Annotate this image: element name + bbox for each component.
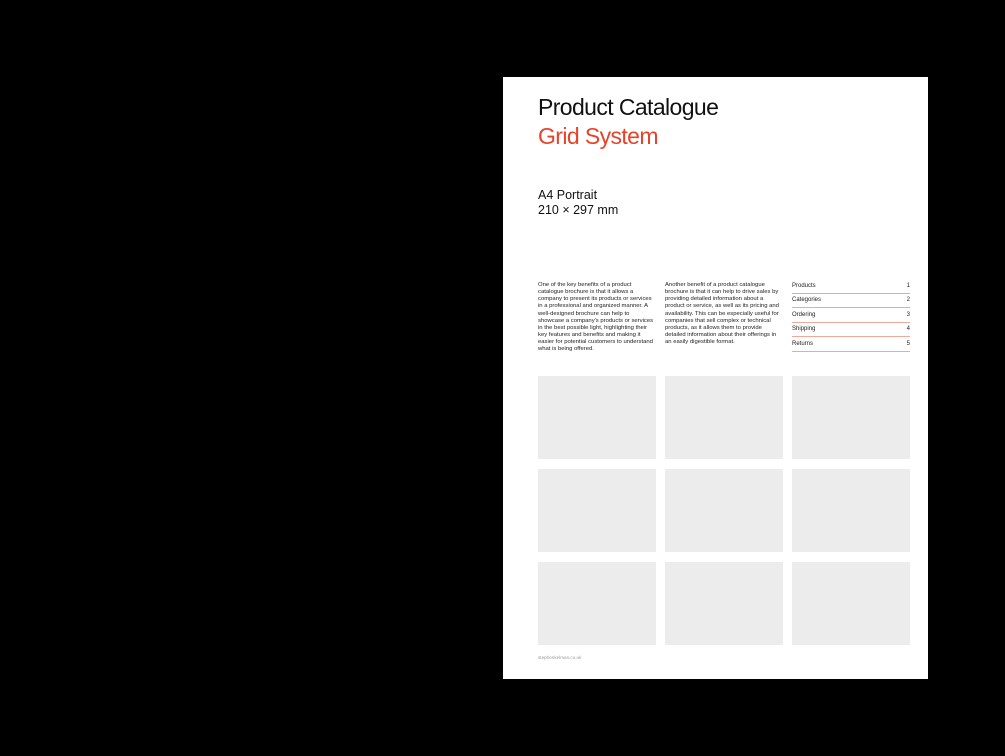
catalogue-page	[503, 77, 928, 679]
toc-item-page: 2	[906, 297, 910, 304]
image-placeholder	[665, 376, 783, 459]
toc-item-label: Ordering	[792, 311, 816, 318]
image-placeholder	[792, 376, 910, 459]
format-dimensions: 210 × 297 mm	[538, 203, 619, 217]
toc-item-ordering	[792, 308, 910, 323]
toc-item-categories	[792, 294, 910, 309]
table-of-contents	[792, 279, 910, 352]
toc-item-page: 1	[906, 282, 910, 289]
body-text-column-2: Another benefit of a product catalogue brochure is that it can help to drive sales by providing detailed information about a product or service, as well as its pricing and availability. This can be especially useful for companies that sell complex or technical products, as it allows them to provide detailed information about their offerings in an easily digestible format.	[665, 282, 779, 346]
toc-item-label: Products	[792, 282, 816, 289]
toc-item-label: Categories	[792, 297, 822, 304]
toc-item-label: Returns	[792, 340, 814, 347]
image-placeholder	[538, 562, 656, 645]
page-subtitle: Grid System	[538, 123, 658, 149]
toc-item-page: 4	[906, 326, 910, 333]
image-placeholder	[665, 469, 783, 552]
toc-item-page: 3	[906, 311, 910, 318]
toc-item-page: 5	[906, 340, 910, 347]
body-text-column-1: One of the key benefits of a product catalogue brochure is that it allows a company to present its products or services in a professional and organized manner. A well-designed brochure can help to showcase a company's products or services in the best possible light, highlighting their key features and benefits and making it easier for potential customers to understand what is being offered.	[538, 282, 654, 353]
image-placeholder	[665, 562, 783, 645]
image-placeholder	[538, 469, 656, 552]
page-title: Product Catalogue	[538, 94, 719, 120]
image-placeholder	[792, 562, 910, 645]
format-label: A4 Portrait	[538, 188, 598, 202]
image-placeholder	[538, 376, 656, 459]
toc-item-shipping	[792, 323, 910, 338]
image-placeholder	[792, 469, 910, 552]
image-placeholder-grid	[538, 376, 910, 645]
toc-item-returns	[792, 337, 910, 352]
toc-item-label: Shipping	[792, 326, 816, 333]
toc-item-products	[792, 279, 910, 294]
footer-url: stephenkelman.co.uk	[538, 655, 582, 660]
